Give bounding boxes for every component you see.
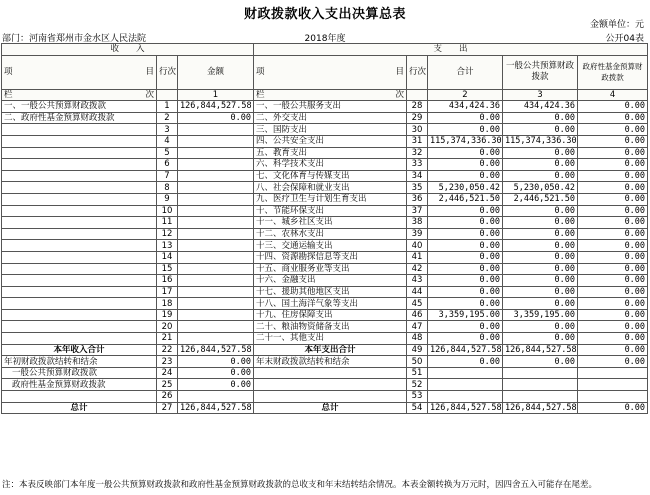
- income-row-no-cell: 2: [157, 112, 178, 124]
- general-budget-amount-cell: 0.00: [503, 298, 578, 310]
- total-amount-cell: [428, 367, 503, 379]
- income-item-cell: [2, 147, 157, 159]
- ci-label: 次: [395, 89, 405, 100]
- expense-row-no-cell: 40: [407, 240, 428, 252]
- general-budget-header: 一般公共预算财政拨款: [503, 55, 578, 89]
- amount-unit: 金额单位：元: [589, 20, 644, 30]
- income-amount-cell: [178, 321, 254, 333]
- income-item-cell: 政府性基金预算财政拨款: [2, 379, 157, 391]
- income-amount-cell: [178, 182, 254, 194]
- fund-budget-amount-cell: 0.00: [578, 135, 648, 147]
- income-amount-cell: 0.00: [178, 112, 254, 124]
- fund-budget-amount-cell: 0.00: [578, 298, 648, 310]
- income-amount-cell: 126,844,527.58: [178, 101, 254, 113]
- expense-row-no-cell: 36: [407, 193, 428, 205]
- table-row: [2, 228, 648, 240]
- expense-row-no-cell: 49: [407, 344, 428, 356]
- table-row: [2, 193, 648, 205]
- total-amount-cell: 0.00: [428, 228, 503, 240]
- table-row: [2, 251, 648, 263]
- income-row-no-cell: 7: [157, 170, 178, 182]
- table-row: [2, 402, 648, 414]
- table-row: [2, 344, 648, 356]
- expense-item-cell: 十一、城乡社区支出: [254, 217, 407, 229]
- general-budget-amount-cell: 0.00: [503, 240, 578, 252]
- income-item-cell: 一、一般公共预算财政拨款: [2, 101, 157, 113]
- income-amount-cell: [178, 135, 254, 147]
- total-amount-cell: 0.00: [428, 356, 503, 368]
- income-amount-cell: [178, 147, 254, 159]
- general-budget-amount-cell: [503, 367, 578, 379]
- expense-item-cell: 四、公共安全支出: [254, 135, 407, 147]
- total-amount-cell: 5,230,050.42: [428, 182, 503, 194]
- total-amount-cell: 0.00: [428, 147, 503, 159]
- income-amount-cell: [178, 193, 254, 205]
- income-row-no-cell: 4: [157, 135, 178, 147]
- fund-budget-amount-cell: [578, 367, 648, 379]
- expense-row-no-cell: 48: [407, 333, 428, 345]
- income-row-no-cell: 3: [157, 124, 178, 136]
- table-row: [2, 217, 648, 229]
- income-row-no-cell: 8: [157, 182, 178, 194]
- expense-item-cell: 二十、粮油物资储备支出: [254, 321, 407, 333]
- expense-row-no-cell: 54: [407, 402, 428, 414]
- table-row: [2, 309, 648, 321]
- general-budget-amount-cell: 434,424.36: [503, 101, 578, 113]
- expense-item-cell: [254, 391, 407, 403]
- income-amount-cell: [178, 205, 254, 217]
- income-row-no-cell: 11: [157, 217, 178, 229]
- expense-item-cell: [254, 367, 407, 379]
- income-item-cell: [2, 251, 157, 263]
- total-amount-cell: 0.00: [428, 170, 503, 182]
- expense-row-no-cell: 37: [407, 205, 428, 217]
- expense-item-cell: 十、节能环保支出: [254, 205, 407, 217]
- income-row-no-cell: 10: [157, 205, 178, 217]
- fund-budget-header: 政府性基金预算财政拨款: [578, 55, 648, 89]
- expense-item-cell: 二、外交支出: [254, 112, 407, 124]
- expense-item-cell: 十四、资源勘探信息等支出: [254, 251, 407, 263]
- fund-budget-amount-cell: 0.00: [578, 309, 648, 321]
- expense-item-cell: 八、社会保障和就业支出: [254, 182, 407, 194]
- fund-budget-amount-cell: 0.00: [578, 275, 648, 287]
- income-amount-cell: 0.00: [178, 367, 254, 379]
- general-budget-amount-cell: 0.00: [503, 356, 578, 368]
- income-amount-cell: [178, 309, 254, 321]
- expense-item-cell: 总计: [254, 402, 407, 414]
- income-item-cell: [2, 263, 157, 275]
- general-budget-amount-cell: 0.00: [503, 217, 578, 229]
- section-header-row: [2, 44, 648, 56]
- expense-row-no-cell: 52: [407, 379, 428, 391]
- income-row-no-cell: 27: [157, 402, 178, 414]
- fund-budget-amount-cell: 0.00: [578, 356, 648, 368]
- department-label: 部门：河南省郑州市金水区人民法院: [2, 34, 147, 44]
- fund-budget-amount-cell: 0.00: [578, 228, 648, 240]
- table-row: [2, 356, 648, 368]
- income-row-no-cell: 12: [157, 228, 178, 240]
- general-budget-amount-cell: 0.00: [503, 228, 578, 240]
- income-item-cell: [2, 321, 157, 333]
- income-row-no-cell: 1: [157, 101, 178, 113]
- table-row: [2, 367, 648, 379]
- expense-row-no-cell: 44: [407, 286, 428, 298]
- table-row: [2, 205, 648, 217]
- table-row: [2, 170, 648, 182]
- budget-summary-table: [1, 43, 648, 414]
- income-row-no-cell: 9: [157, 193, 178, 205]
- general-budget-amount-cell: [503, 379, 578, 391]
- item-label: 项: [256, 67, 265, 78]
- fund-budget-amount-cell: 0.00: [578, 402, 648, 414]
- fund-budget-amount-cell: 0.00: [578, 159, 648, 171]
- income-row-no-cell: 25: [157, 379, 178, 391]
- total-amount-cell: 0.00: [428, 124, 503, 136]
- expense-item-cell: 十九、住房保障支出: [254, 309, 407, 321]
- expense-item-cell: 十六、金融支出: [254, 275, 407, 287]
- expense-item-cell: 六、科学技术支出: [254, 159, 407, 171]
- expense-row-no-cell: 43: [407, 275, 428, 287]
- expense-item-cell: 十三、交通运输支出: [254, 240, 407, 252]
- total-amount-cell: 0.00: [428, 159, 503, 171]
- expense-row-no-cell: 53: [407, 391, 428, 403]
- total-amount-cell: 0.00: [428, 263, 503, 275]
- expense-row-no-cell: 34: [407, 170, 428, 182]
- income-lan-ci-cell: [2, 89, 157, 101]
- income-row-no-cell: 21: [157, 333, 178, 345]
- expense-item-cell: 一、一般公共服务支出: [254, 101, 407, 113]
- general-budget-amount-cell: 5,230,050.42: [503, 182, 578, 194]
- fund-budget-amount-cell: 0.00: [578, 344, 648, 356]
- general-budget-amount-cell: 0.00: [503, 170, 578, 182]
- income-amount-cell: 0.00: [178, 356, 254, 368]
- total-amount-cell: [428, 391, 503, 403]
- table-row: [2, 240, 648, 252]
- income-amount-cell: 126,844,527.58: [178, 344, 254, 356]
- income-amount-cell: [178, 263, 254, 275]
- income-amount-cell: [178, 286, 254, 298]
- expense-row-no-cell: 47: [407, 321, 428, 333]
- expense-row-no-cell: 29: [407, 112, 428, 124]
- item-label: 项: [4, 67, 13, 78]
- expense-item-cell: 年末财政拨款结转和结余: [254, 356, 407, 368]
- income-section-header: 收 入: [2, 44, 254, 56]
- general-budget-amount-cell: [503, 391, 578, 403]
- expense-lan-ci-cell: [254, 89, 407, 101]
- table-row: [2, 112, 648, 124]
- col-index-1: 1: [178, 89, 254, 101]
- income-item-cell: [2, 205, 157, 217]
- fund-budget-amount-cell: 0.00: [578, 124, 648, 136]
- form-number: 公开04表: [605, 34, 644, 44]
- income-amount-cell: [178, 228, 254, 240]
- total-amount-cell: 0.00: [428, 217, 503, 229]
- table-row: [2, 135, 648, 147]
- income-row-no-cell: 6: [157, 159, 178, 171]
- lan-label: 栏: [256, 89, 265, 100]
- lan-label: 栏: [4, 89, 13, 100]
- table-row: [2, 298, 648, 310]
- income-item-cell: [2, 298, 157, 310]
- total-amount-cell: 0.00: [428, 275, 503, 287]
- fund-budget-amount-cell: 0.00: [578, 240, 648, 252]
- expense-row-no-cell: 50: [407, 356, 428, 368]
- income-item-cell: 本年收入合计: [2, 344, 157, 356]
- report-title: 财政拨款收入支出决算总表: [243, 7, 406, 22]
- expense-item-header: [254, 55, 407, 89]
- expense-row-no-cell: 28: [407, 101, 428, 113]
- expense-row-no-cell: 51: [407, 367, 428, 379]
- fund-budget-amount-cell: 0.00: [578, 333, 648, 345]
- expense-item-cell: 十七、援助其他地区支出: [254, 286, 407, 298]
- income-amount-cell: [178, 298, 254, 310]
- income-row-no-cell: 18: [157, 298, 178, 310]
- fund-budget-amount-cell: 0.00: [578, 321, 648, 333]
- fund-budget-amount-cell: 0.00: [578, 205, 648, 217]
- expense-item-cell: 三、国防支出: [254, 124, 407, 136]
- total-amount-cell: 0.00: [428, 205, 503, 217]
- general-budget-amount-cell: 126,844,527.58: [503, 402, 578, 414]
- expense-item-cell: 二十一、其他支出: [254, 333, 407, 345]
- income-row-no-cell: 17: [157, 286, 178, 298]
- income-row-no-cell: 16: [157, 275, 178, 287]
- income-item-cell: [2, 193, 157, 205]
- col-index-3: 3: [503, 89, 578, 101]
- general-budget-amount-cell: 0.00: [503, 286, 578, 298]
- total-amount-cell: 434,424.36: [428, 101, 503, 113]
- income-item-cell: [2, 228, 157, 240]
- expense-row-no-cell: 38: [407, 217, 428, 229]
- general-budget-amount-cell: 0.00: [503, 333, 578, 345]
- general-budget-amount-cell: 0.00: [503, 124, 578, 136]
- income-amount-cell: [178, 170, 254, 182]
- income-item-cell: [2, 309, 157, 321]
- col-index-2: 2: [428, 89, 503, 101]
- general-budget-amount-cell: 126,844,527.58: [503, 344, 578, 356]
- table-row: [2, 321, 648, 333]
- total-amount-cell: 0.00: [428, 251, 503, 263]
- income-item-cell: 总计: [2, 402, 157, 414]
- general-budget-amount-cell: 0.00: [503, 147, 578, 159]
- expense-row-no-cell: 42: [407, 263, 428, 275]
- report-year: 2018年度: [304, 34, 346, 44]
- general-budget-amount-cell: 0.00: [503, 112, 578, 124]
- fund-budget-amount-cell: 0.00: [578, 147, 648, 159]
- income-item-cell: [2, 135, 157, 147]
- expense-item-cell: 九、医疗卫生与计划生育支出: [254, 193, 407, 205]
- income-row-no-cell: 15: [157, 263, 178, 275]
- income-row-no-cell: 20: [157, 321, 178, 333]
- general-budget-amount-cell: 2,446,521.50: [503, 193, 578, 205]
- total-amount-cell: 0.00: [428, 298, 503, 310]
- income-amount-header: 金额: [178, 55, 254, 89]
- expense-item-cell: [254, 379, 407, 391]
- income-row-no-cell: 5: [157, 147, 178, 159]
- column-index-row: [2, 89, 648, 101]
- income-amount-cell: [178, 159, 254, 171]
- total-header: 合计: [428, 55, 503, 89]
- table-row: [2, 147, 648, 159]
- expense-row-no-header: 行次: [407, 55, 428, 89]
- fund-budget-amount-cell: 0.00: [578, 170, 648, 182]
- ci-label: 次: [145, 89, 154, 100]
- income-item-cell: [2, 217, 157, 229]
- total-amount-cell: 3,359,195.00: [428, 309, 503, 321]
- general-budget-amount-cell: 0.00: [503, 205, 578, 217]
- general-budget-amount-cell: 115,374,336.30: [503, 135, 578, 147]
- fund-budget-amount-cell: 0.00: [578, 182, 648, 194]
- general-budget-amount-cell: 0.00: [503, 263, 578, 275]
- general-budget-amount-cell: 0.00: [503, 321, 578, 333]
- income-item-header: [2, 55, 157, 89]
- total-amount-cell: 0.00: [428, 240, 503, 252]
- income-row-no-cell: 14: [157, 251, 178, 263]
- income-amount-cell: [178, 124, 254, 136]
- fund-budget-amount-cell: 0.00: [578, 263, 648, 275]
- income-item-cell: [2, 170, 157, 182]
- total-amount-cell: 0.00: [428, 333, 503, 345]
- empty-cell: [157, 89, 178, 101]
- total-amount-cell: 0.00: [428, 112, 503, 124]
- item-end-label: 目: [145, 67, 154, 78]
- footnote: 注：本表反映部门本年度一般公共预算财政拨款和政府性基金预算财政拨款的总收支和年末结转结余情况。本表金额转换为万元时，因四舍五入可能存在尾差。: [2, 480, 598, 490]
- fund-budget-amount-cell: 0.00: [578, 217, 648, 229]
- expense-item-cell: 七、文化体育与传媒支出: [254, 170, 407, 182]
- income-item-cell: 一般公共预算财政拨款: [2, 367, 157, 379]
- income-row-no-cell: 22: [157, 344, 178, 356]
- expense-row-no-cell: 35: [407, 182, 428, 194]
- table-row: [2, 286, 648, 298]
- income-item-cell: [2, 124, 157, 136]
- expense-row-no-cell: 33: [407, 159, 428, 171]
- income-row-no-cell: 23: [157, 356, 178, 368]
- item-end-label: 目: [395, 67, 405, 78]
- income-item-cell: [2, 159, 157, 171]
- general-budget-amount-cell: 0.00: [503, 275, 578, 287]
- income-item-cell: 年初财政拨款结转和结余: [2, 356, 157, 368]
- col-index-4: 4: [578, 89, 648, 101]
- income-item-cell: [2, 286, 157, 298]
- table-row: [2, 159, 648, 171]
- income-amount-cell: [178, 333, 254, 345]
- expense-row-no-cell: 31: [407, 135, 428, 147]
- table-row: [2, 182, 648, 194]
- fund-budget-amount-cell: 0.00: [578, 193, 648, 205]
- fund-budget-amount-cell: [578, 391, 648, 403]
- total-amount-cell: 126,844,527.58: [428, 344, 503, 356]
- income-amount-cell: 126,844,527.58: [178, 402, 254, 414]
- income-amount-cell: [178, 275, 254, 287]
- general-budget-amount-cell: 0.00: [503, 159, 578, 171]
- income-item-cell: 二、政府性基金预算财政拨款: [2, 112, 157, 124]
- income-item-cell: [2, 333, 157, 345]
- table-row: [2, 101, 648, 113]
- income-item-cell: [2, 182, 157, 194]
- table-row: [2, 263, 648, 275]
- total-amount-cell: [428, 379, 503, 391]
- general-budget-amount-cell: 3,359,195.00: [503, 309, 578, 321]
- column-header-row: [2, 55, 648, 89]
- expense-item-cell: 本年支出合计: [254, 344, 407, 356]
- expense-row-no-cell: 39: [407, 228, 428, 240]
- total-amount-cell: 0.00: [428, 286, 503, 298]
- expense-item-cell: 十八、国土海洋气象等支出: [254, 298, 407, 310]
- income-row-no-header: 行次: [157, 55, 178, 89]
- income-amount-cell: [178, 217, 254, 229]
- fund-budget-amount-cell: 0.00: [578, 112, 648, 124]
- income-amount-cell: 0.00: [178, 379, 254, 391]
- table-row: [2, 275, 648, 287]
- expense-section-header: 支 出: [254, 44, 648, 56]
- income-amount-cell: [178, 251, 254, 263]
- income-item-cell: [2, 240, 157, 252]
- fund-budget-amount-cell: 0.00: [578, 286, 648, 298]
- income-item-cell: [2, 391, 157, 403]
- expense-item-cell: 五、教育支出: [254, 147, 407, 159]
- fund-budget-amount-cell: 0.00: [578, 251, 648, 263]
- fund-budget-amount-cell: [578, 379, 648, 391]
- expense-row-no-cell: 46: [407, 309, 428, 321]
- expense-item-cell: 十二、农林水支出: [254, 228, 407, 240]
- general-budget-amount-cell: 0.00: [503, 251, 578, 263]
- expense-row-no-cell: 41: [407, 251, 428, 263]
- table-row: [2, 391, 648, 403]
- income-amount-cell: [178, 391, 254, 403]
- table-row: [2, 124, 648, 136]
- income-amount-cell: [178, 240, 254, 252]
- total-amount-cell: 2,446,521.50: [428, 193, 503, 205]
- expense-row-no-cell: 30: [407, 124, 428, 136]
- expense-item-cell: 十五、商业服务业等支出: [254, 263, 407, 275]
- table-row: [2, 333, 648, 345]
- income-row-no-cell: 26: [157, 391, 178, 403]
- empty-cell: [407, 89, 428, 101]
- expense-row-no-cell: 45: [407, 298, 428, 310]
- income-item-cell: [2, 275, 157, 287]
- total-amount-cell: 126,844,527.58: [428, 402, 503, 414]
- table-row: [2, 379, 648, 391]
- total-amount-cell: 115,374,336.30: [428, 135, 503, 147]
- expense-row-no-cell: 32: [407, 147, 428, 159]
- income-row-no-cell: 13: [157, 240, 178, 252]
- fund-budget-amount-cell: 0.00: [578, 101, 648, 113]
- income-row-no-cell: 19: [157, 309, 178, 321]
- total-amount-cell: 0.00: [428, 321, 503, 333]
- income-row-no-cell: 24: [157, 367, 178, 379]
